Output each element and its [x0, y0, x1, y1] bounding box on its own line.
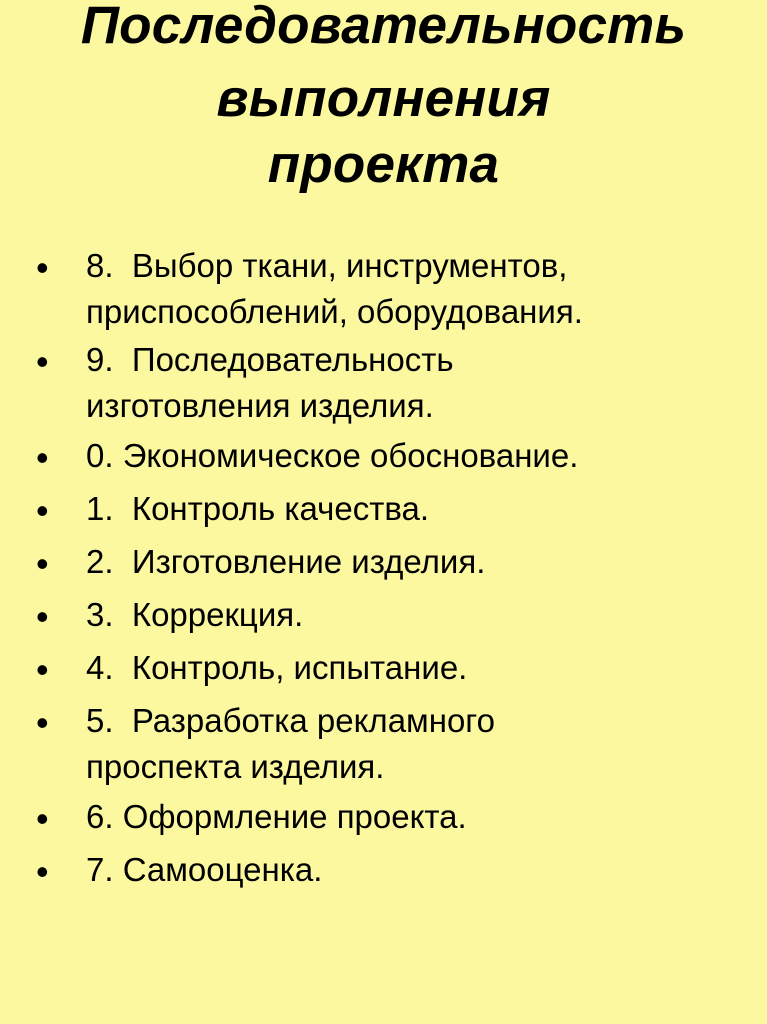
bullet-icon: • [36, 851, 49, 892]
bullet-icon: • [36, 247, 49, 288]
list-item-text: 5. Разработка рекламного [86, 702, 495, 739]
list-item-text: проспекта изделия. [86, 748, 385, 785]
list-item-text: 0. Экономическое обоснование. [86, 437, 579, 474]
list-item-text: 3. Коррекция. [86, 596, 304, 633]
bullet-icon: • [36, 490, 49, 531]
list-item-text: 6. Оформление проекта. [86, 798, 467, 835]
list-item-text: 8. Выбор ткани, инструментов, [86, 247, 568, 284]
list-item-text: изготовления изделия. [86, 387, 434, 424]
list-item-text: 2. Изготовление изделия. [86, 543, 486, 580]
title-line-1: Последовательность [80, 0, 687, 55]
list-item-text: 1. Контроль качества. [86, 490, 430, 527]
list-item-text: 4. Контроль, испытание. [86, 649, 468, 686]
bullet-icon: • [36, 543, 49, 584]
bullet-icon: • [36, 341, 49, 382]
title-line-3: проекта [267, 135, 500, 194]
bullet-icon: • [36, 596, 49, 637]
list-item-text: 9. Последовательность [86, 341, 454, 378]
bullet-icon: • [36, 798, 49, 839]
bullet-icon: • [36, 702, 49, 743]
list-item-text: 7. Самооценка. [86, 851, 323, 888]
title-line-2: выполнения [216, 69, 551, 128]
bullet-icon: • [36, 437, 49, 478]
bullet-icon: • [36, 649, 49, 690]
list-item-text: приспособлений, оборудования. [86, 293, 583, 330]
